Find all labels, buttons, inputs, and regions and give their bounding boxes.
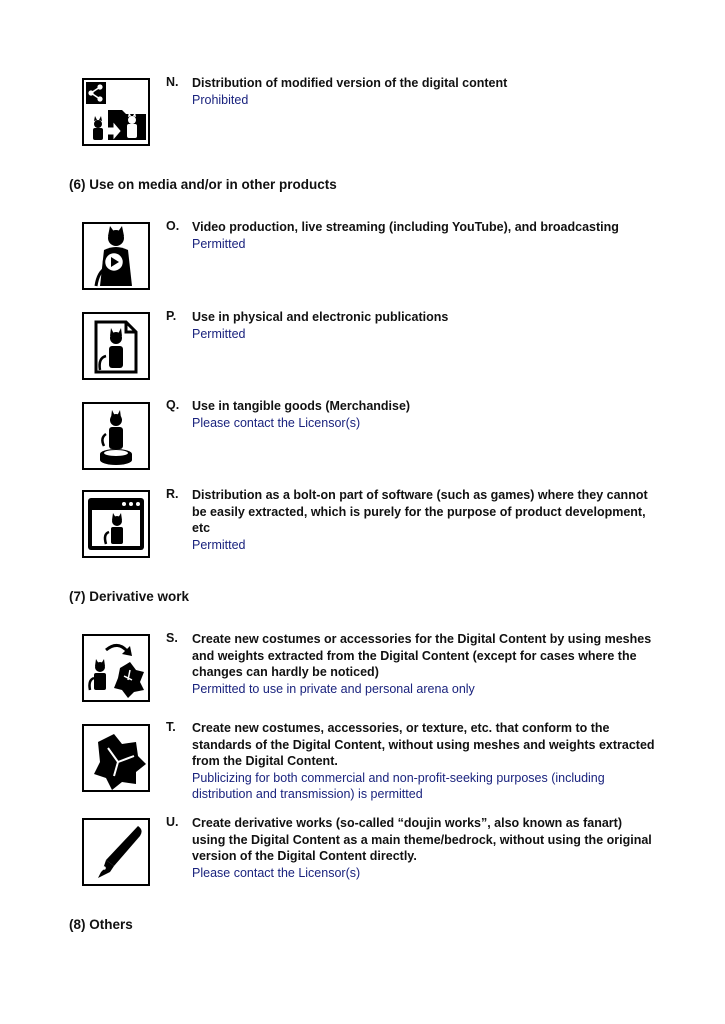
figurine-icon	[82, 402, 150, 470]
item-letter: Q.	[166, 398, 180, 412]
item-title: Create new costumes, accessories, or texture, etc. that conform to the standards of the Digital Content, without using meshes and weights extracted from the Digital Content.	[192, 721, 655, 769]
item-value: Permitted	[192, 236, 246, 251]
item-letter: O.	[166, 219, 180, 233]
item-value: Prohibited	[192, 92, 249, 107]
item-letter: R.	[166, 487, 179, 501]
item-value: Permitted to use in private and personal arena only	[192, 681, 475, 696]
item-value: Please contact the Licensor(s)	[192, 415, 361, 430]
item-value: Permitted	[192, 537, 246, 552]
item-letter: T.	[166, 720, 176, 734]
modified-distribution-icon	[82, 78, 150, 146]
section-heading-6: (6) Use on media and/or in other products	[69, 177, 337, 192]
item-title: Use in tangible goods (Merchandise)	[192, 399, 411, 413]
item-letter: N.	[166, 75, 179, 89]
video-play-icon	[82, 222, 150, 290]
item-title: Distribution of modified version of the digital content	[192, 76, 508, 90]
pen-nib-icon	[82, 818, 150, 886]
item-value: Please contact the Licensor(s)	[192, 865, 361, 880]
item-title: Create new costumes or accessories for the Digital Content by using meshes and weights extracted from the Digital Content (except for cases where the changes can hardly be noticed)	[192, 632, 652, 680]
publication-icon	[82, 312, 150, 380]
item-value: Permitted	[192, 326, 246, 341]
costume-extract-icon	[82, 634, 150, 702]
item-title: Use in physical and electronic publications	[192, 310, 449, 324]
item-value: Publicizing for both commercial and non-profit-seeking purposes (including distribution and transmission) is permitted	[192, 770, 605, 802]
item-letter: S.	[166, 631, 178, 645]
section-heading-7: (7) Derivative work	[69, 589, 190, 604]
section-heading-8: (8) Others	[69, 917, 133, 932]
item-letter: U.	[166, 815, 179, 829]
software-window-icon	[82, 490, 150, 558]
item-title: Video production, live streaming (including YouTube), and broadcasting	[192, 220, 619, 234]
item-letter: P.	[166, 309, 177, 323]
item-title: Create derivative works (so-called “doujin works”, also known as fanart) using the Digital Content as a main theme/bedrock, without using the original version of the Digital Content directly.	[192, 816, 652, 864]
cloth-icon	[82, 724, 150, 792]
item-title: Distribution as a bolt-on part of software (such as games) where they cannot be easily extracted, which is purely for the purpose of product development, etc	[192, 488, 648, 536]
